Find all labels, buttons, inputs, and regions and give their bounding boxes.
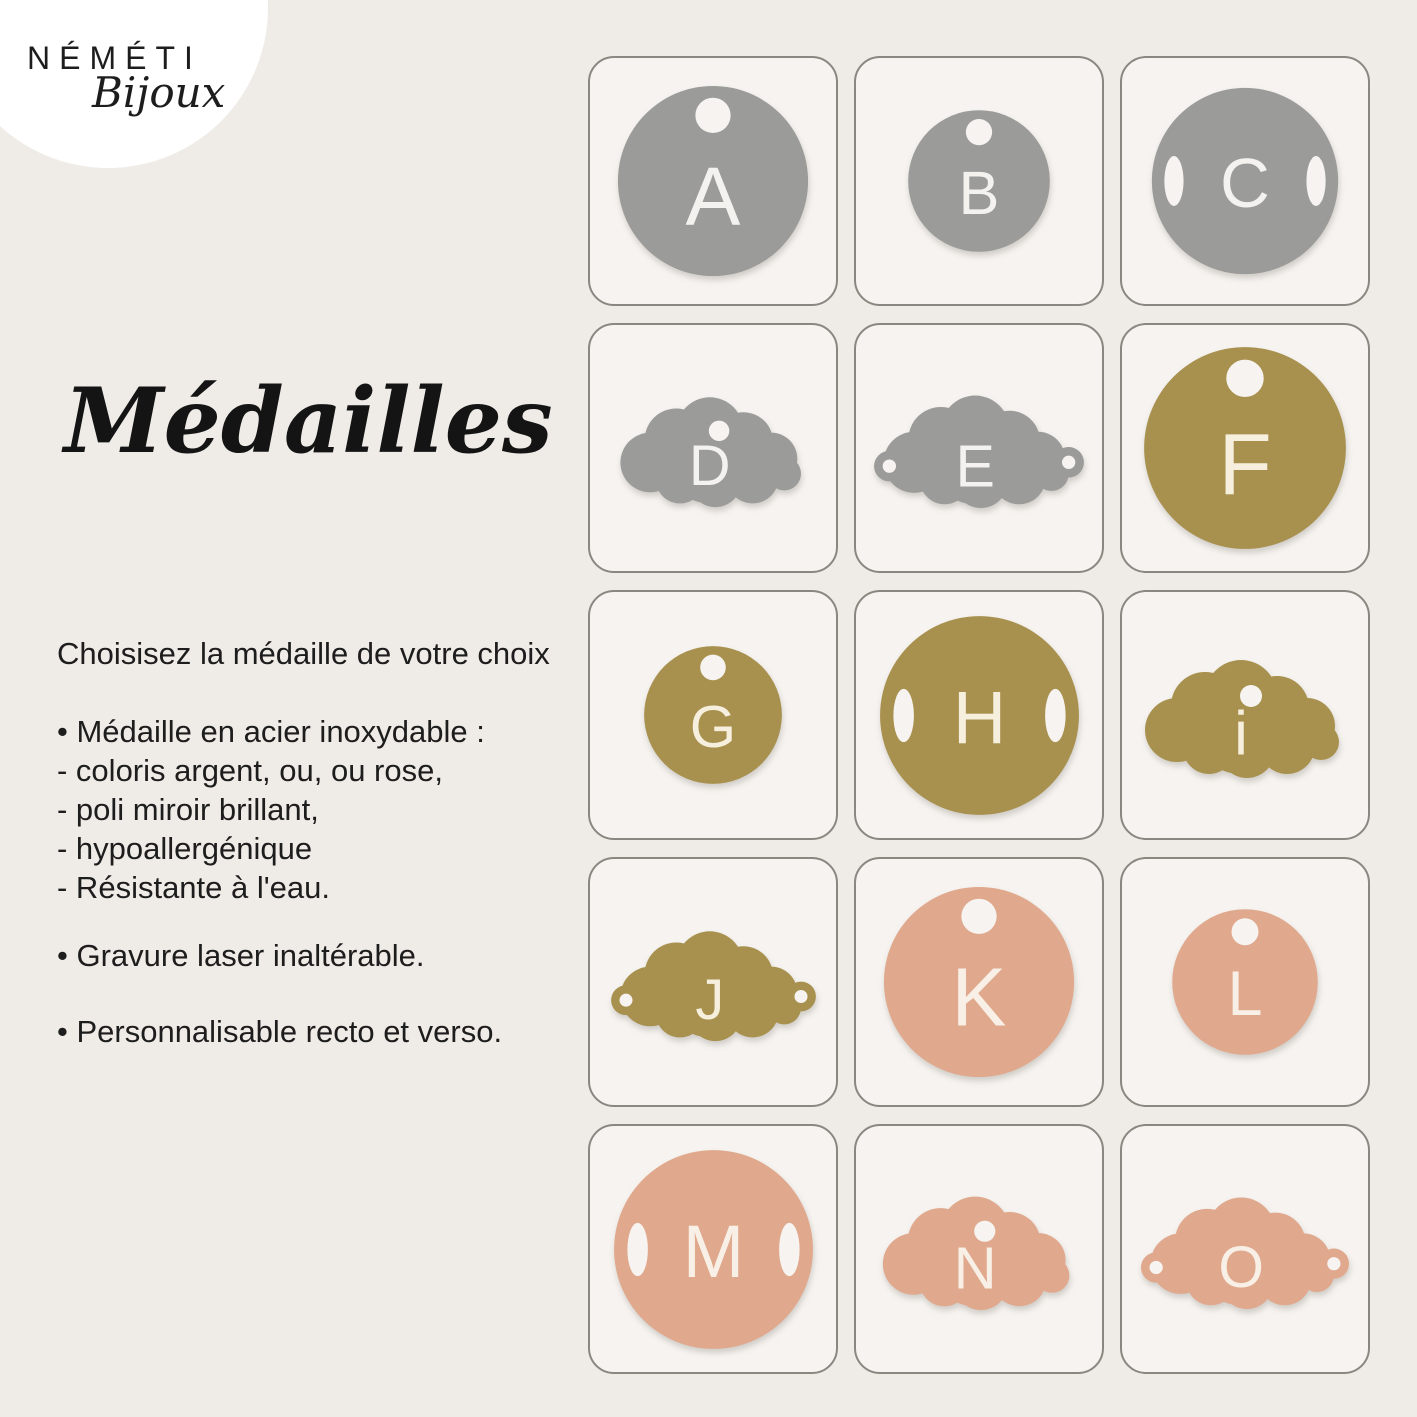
medal-letter: E [955, 432, 995, 500]
feature-colors: - coloris argent, ou, ou rose, [57, 753, 443, 788]
circle-slots-medal-icon [1149, 85, 1341, 277]
medal-card-n[interactable] [854, 1124, 1104, 1374]
features-list [57, 712, 485, 907]
cloud-hole-medal-icon [873, 1187, 1085, 1312]
medal-card-c[interactable] [1120, 56, 1370, 306]
medal-card-g[interactable] [588, 590, 838, 840]
circle-slots-medal-icon [611, 1147, 816, 1352]
cloud-slots-medal-icon [874, 386, 1084, 510]
medal-letter: K [951, 951, 1007, 1044]
medal-card-m[interactable] [588, 1124, 838, 1374]
circle-hole-medal-icon [881, 884, 1077, 1080]
medal-letter: i [1234, 699, 1248, 769]
circle-hole-medal-icon [906, 108, 1052, 254]
medal-card-i[interactable] [1120, 590, 1370, 840]
circle-hole-medal-icon [1141, 344, 1349, 552]
intro-text: Choisisez la médaille de votre choix [57, 636, 550, 671]
medal-letter: N [953, 1233, 997, 1301]
medal-grid [588, 56, 1370, 1374]
circle-hole-medal-icon [1170, 907, 1320, 1057]
medal-card-f[interactable] [1120, 323, 1370, 573]
circle-hole-medal-icon [642, 644, 784, 786]
cloud-slots-medal-icon [1141, 1188, 1349, 1311]
medal-letter: J [694, 967, 724, 1032]
medal-letter: O [1218, 1234, 1265, 1300]
medal-card-b[interactable] [854, 56, 1104, 306]
medal-card-j[interactable] [588, 857, 838, 1107]
cloud-hole-medal-icon [611, 388, 816, 509]
brand-name: NÉMÉTI [27, 40, 202, 76]
medal-letter: A [685, 150, 741, 243]
medal-card-a[interactable] [588, 56, 838, 306]
circle-slots-medal-icon [877, 613, 1082, 818]
medal-letter: G [689, 692, 737, 760]
medal-card-e[interactable] [854, 323, 1104, 573]
circle-hole-medal-icon [615, 83, 811, 279]
cloud-hole-medal-icon [1135, 650, 1355, 780]
page-title: Médailles [64, 368, 553, 474]
feature-material: • Médaille en acier inoxydable : [57, 714, 485, 749]
medal-letter: M [682, 1209, 744, 1293]
medal-card-l[interactable] [1120, 857, 1370, 1107]
medal-letter: B [958, 158, 1000, 228]
medal-letter: H [952, 675, 1006, 759]
personalisation-text: • Personnalisable recto et verso. [57, 1014, 503, 1049]
brand-subtitle: Bijoux [92, 68, 226, 117]
medal-letter: D [688, 433, 731, 498]
cloud-slots-medal-icon [611, 922, 816, 1043]
feature-hypoallergenic: - hypoallergénique [57, 831, 313, 866]
medal-letter: C [1220, 143, 1270, 222]
medal-card-o[interactable] [1120, 1124, 1370, 1374]
medal-letter: F [1218, 415, 1272, 514]
medal-card-h[interactable] [854, 590, 1104, 840]
medal-card-d[interactable] [588, 323, 838, 573]
feature-polish: - poli miroir brillant, [57, 792, 319, 827]
medal-letter: L [1227, 959, 1263, 1029]
feature-waterproof: - Résistante à l'eau. [57, 870, 331, 905]
medal-card-k[interactable] [854, 857, 1104, 1107]
engraving-text: • Gravure laser inaltérable. [57, 938, 425, 973]
